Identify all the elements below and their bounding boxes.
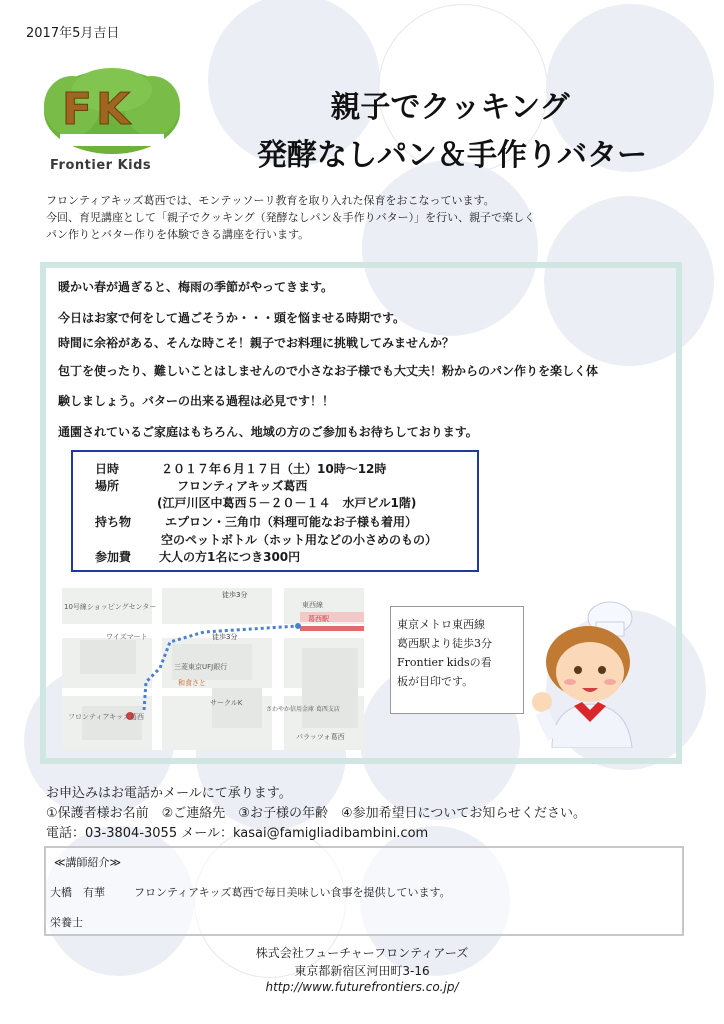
- message-line: 時間に余裕がある、そんな時こそ！親子でお料理に挑戦してみませんか？: [58, 336, 455, 350]
- place-address: (江戸川区中葛西５－２０－１４ 水戸ビル1階): [157, 496, 417, 510]
- access-line: Frontier kidsの看: [397, 656, 492, 669]
- lecturer-box: [44, 846, 684, 936]
- company-url-link[interactable]: http://www.futurefrontiers.co.jp/: [265, 980, 459, 994]
- apply-intro: お申込みはお電話かメールにて承ります。: [46, 786, 292, 801]
- access-line: 板が目印です。: [397, 675, 474, 688]
- lecturer-description: フロンティアキッズ葛西で毎日美味しい食事を提供しています。: [134, 886, 451, 899]
- contact-info: 電話：03-3804-3055 メール：kasai@famigliadibambini.com: [46, 826, 429, 841]
- walk-time-label: 徒歩3分: [222, 591, 248, 599]
- intro-line: 今回、育児講座として「親子でクッキング（発酵なしパン＆手作りバター）」を行い、親子で楽しく: [46, 211, 536, 224]
- place-value: フロンティアキッズ葛西: [177, 479, 308, 493]
- company-address: 東京都新宿区河田町3-16: [294, 964, 430, 978]
- message-line: 暖かい春が過ぎると、梅雨の季節がやってきます。: [58, 280, 334, 294]
- access-map: [62, 588, 364, 750]
- event-info-box: [71, 450, 479, 572]
- map-label: フロンティアキッズ葛西: [68, 713, 145, 721]
- access-line: 葛西駅より徒歩3分: [397, 637, 492, 650]
- chef-boy-illustration: [528, 598, 658, 748]
- map-label: 葛西駅: [308, 615, 329, 623]
- intro-paragraph: [46, 192, 686, 243]
- place-label: 場所: [95, 479, 120, 493]
- apply-required-info: ①保護者様お名前 ②ご連絡先 ③お子様の年齢 ④参加希望日についてお知らせください。: [46, 806, 586, 821]
- map-label: パラッツォ葛西: [296, 733, 345, 741]
- map-label: 和食さと: [178, 679, 206, 687]
- title-line-2: 発酵なしパン＆手作りバター: [257, 138, 647, 173]
- title-line-1: 親子でクッキング: [330, 90, 570, 125]
- map-label: さわやか信用金庫 葛西支店: [266, 706, 340, 713]
- date-value: ２０１７年６月１７日（土）10時～12時: [161, 462, 387, 476]
- items-label: 持ち物: [95, 515, 132, 529]
- date-label: 日時: [95, 462, 120, 476]
- company-name: 株式会社フューチャーフロンティアーズ: [255, 946, 469, 960]
- access-line: 東京メトロ東西線: [397, 618, 485, 631]
- map-label: ワイズマート: [106, 633, 148, 641]
- lecturer-title: 栄養士: [50, 916, 83, 929]
- logo-name: Frontier Kids: [50, 158, 152, 173]
- items-value: エプロン・三角巾（料理可能なお子様も着用）: [165, 515, 418, 529]
- map-label: サークルK: [210, 699, 243, 707]
- walk-time-label: 徒歩3分: [212, 633, 238, 641]
- issue-date: 2017年5月吉日: [26, 26, 120, 41]
- message-line: 今日はお家で何をして過ごそうか・・・頭を悩ませる時期です。: [58, 311, 406, 325]
- map-label: 東西線: [302, 601, 323, 609]
- lecturer-name: 大橋 有華: [50, 886, 105, 899]
- fee-label: 参加費: [95, 550, 132, 564]
- message-line: 包丁を使ったり、難しいことはしませんので小さなお子様でも大丈夫！粉からのパン作りを楽しく体: [58, 364, 599, 378]
- fee-value: 大人の方1名につき300円: [159, 550, 301, 564]
- logo-initials: FK: [62, 84, 135, 135]
- map-label: 三菱東京UFJ銀行: [174, 663, 228, 671]
- lecturer-heading: ≪講師紹介≫: [54, 856, 122, 869]
- items-value: 空のペットボトル（ホット用などの小さめのもの）: [161, 533, 438, 547]
- access-note: [390, 606, 524, 714]
- intro-line: パン作りとバター作りを体験できる講座を行います。: [46, 228, 310, 241]
- frontier-kids-logo: [38, 62, 188, 180]
- map-label: 10号線ショッピングセンター: [64, 603, 157, 611]
- message-line: 通園されているご家庭はもちろん、地域の方のご参加もお待ちしております。: [58, 425, 478, 439]
- intro-line: フロンティアキッズ葛西では、モンテッソーリ教育を取り入れた保育をおこなっています。: [46, 194, 495, 207]
- message-line: 験しましょう。バターの出来る過程は必見です！！: [58, 394, 335, 408]
